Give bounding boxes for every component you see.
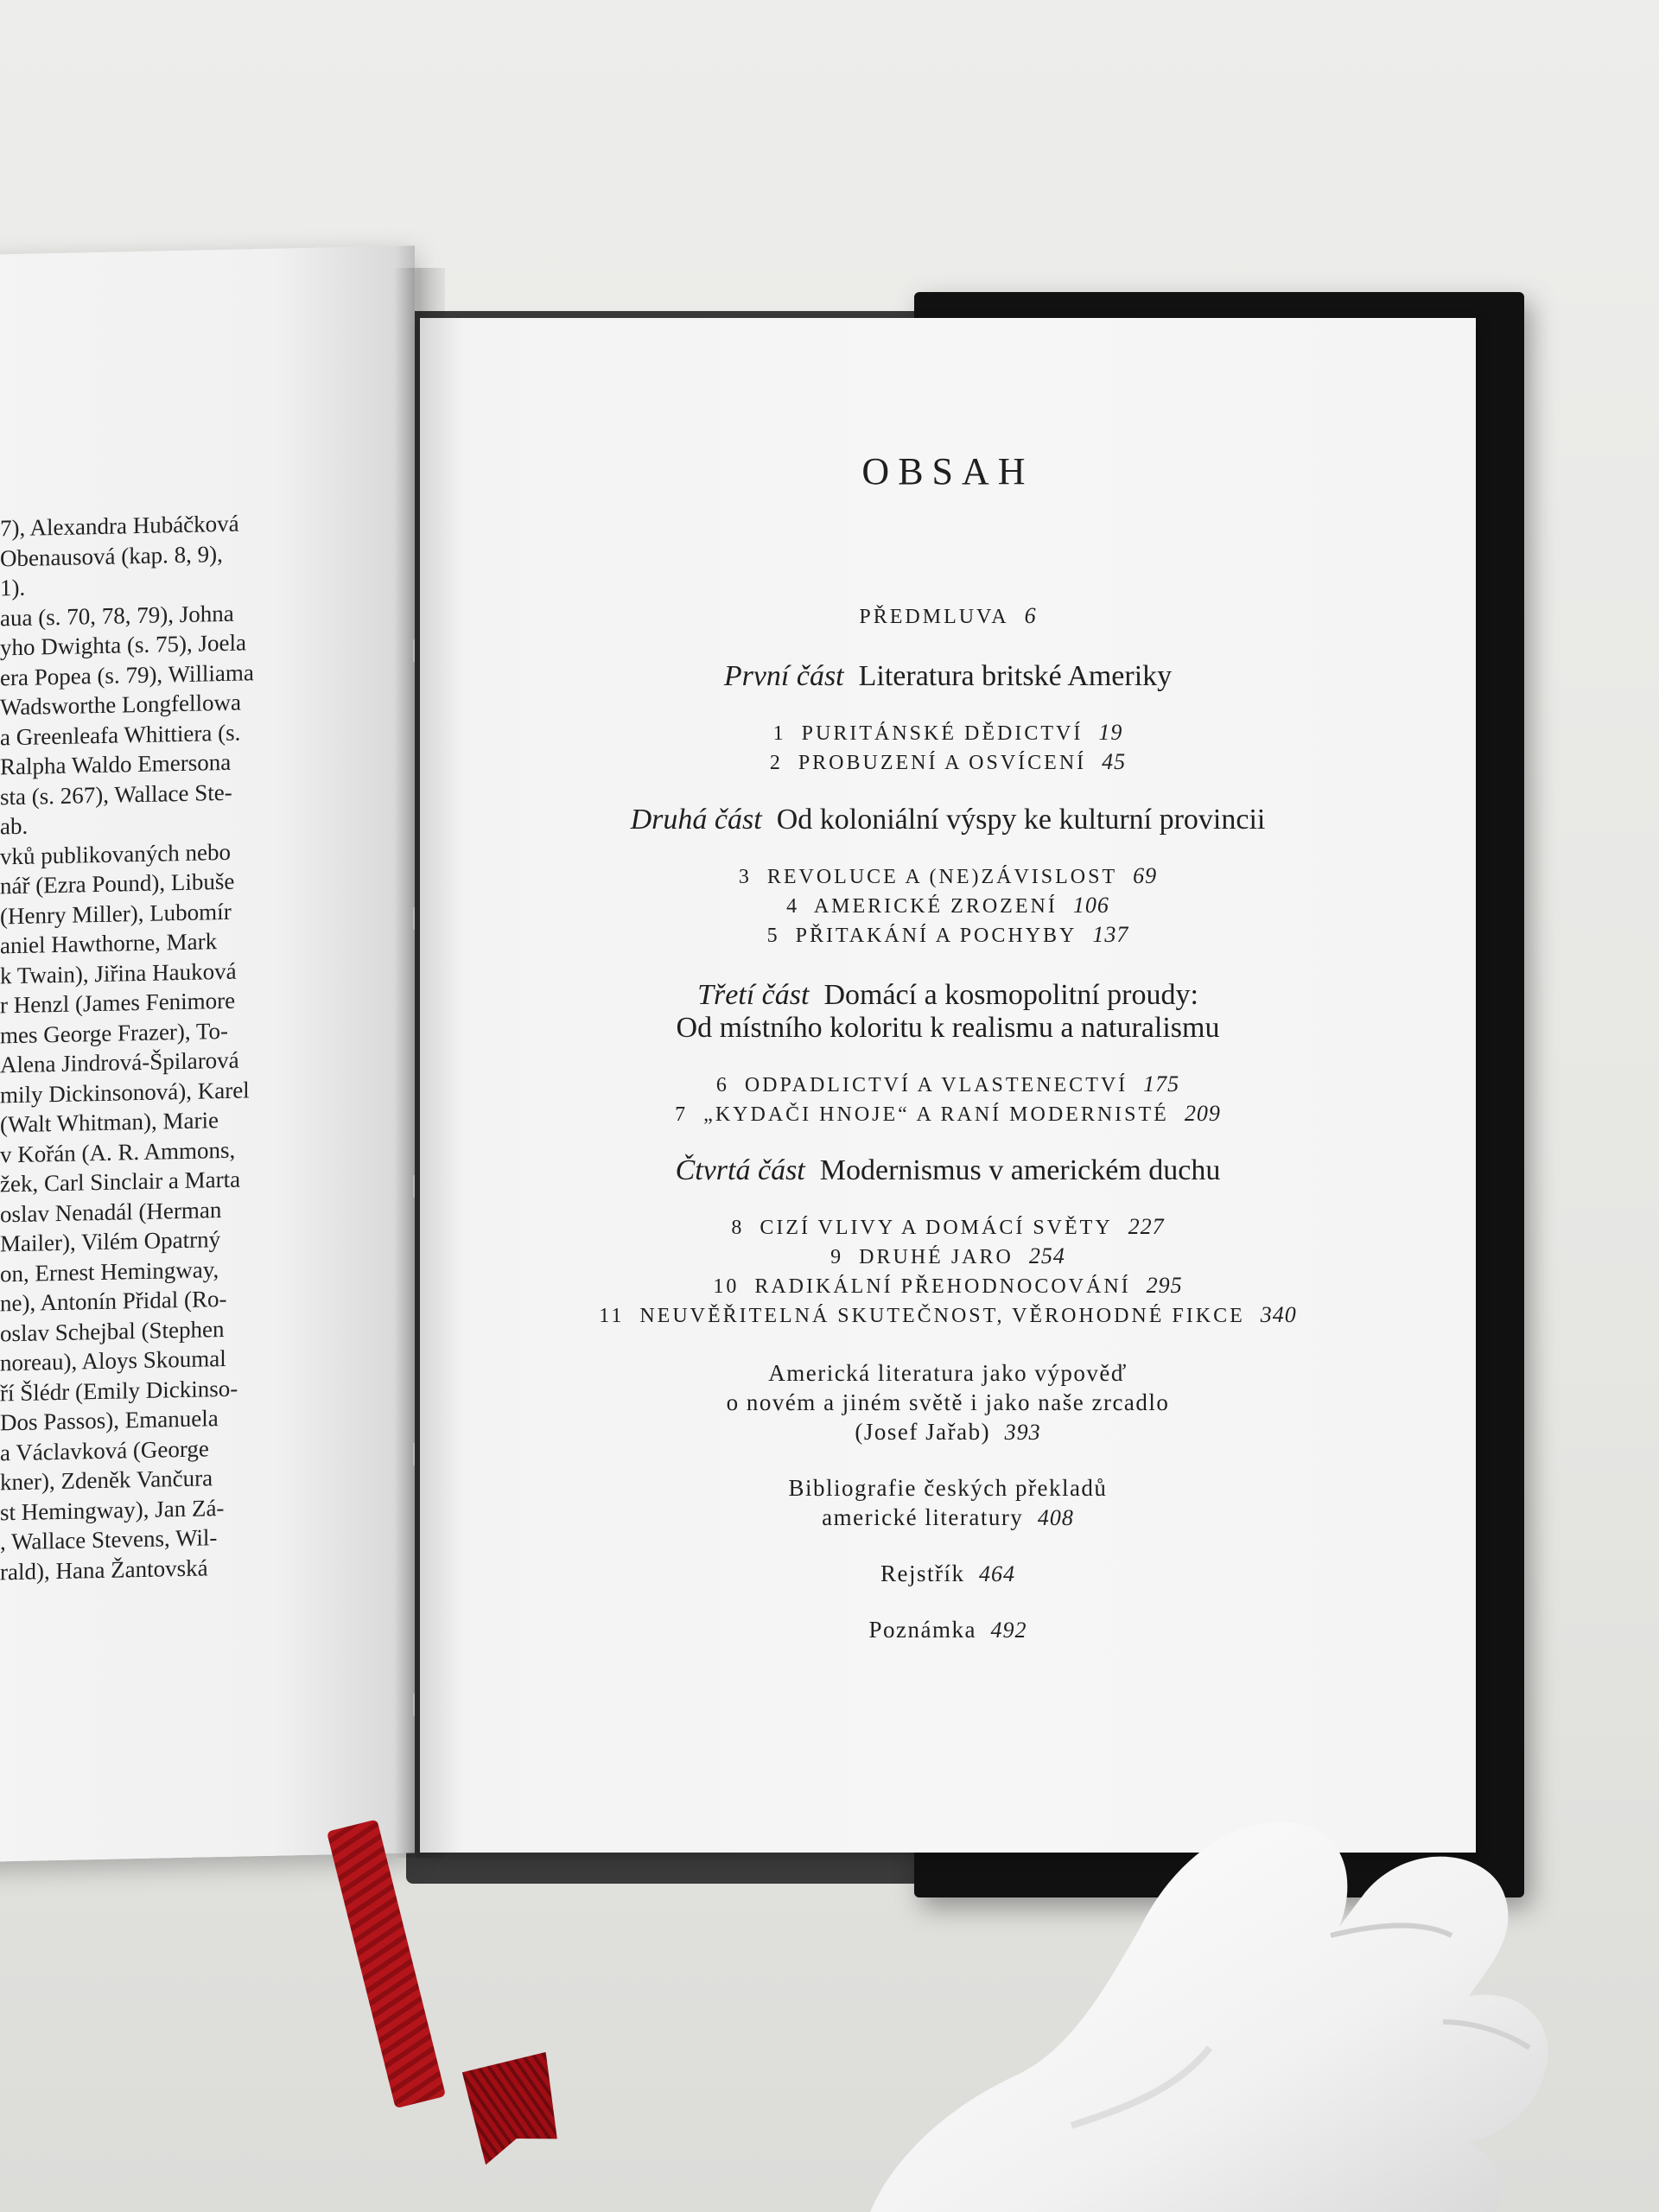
page-number: 209: [1184, 1101, 1221, 1126]
toc-foreword[interactable]: [420, 603, 1476, 629]
page-number: 408: [1037, 1505, 1074, 1530]
note-label: Poznámka: [868, 1617, 976, 1643]
chapter-title: RADIKÁLNÍ PŘEHODNOCOVÁNÍ: [754, 1275, 1131, 1298]
text-line: Dos Passos), Emanuela: [0, 1405, 219, 1436]
chapter-entry[interactable]: [420, 922, 1476, 948]
text-line: v Kořán (A. R. Ammons,: [0, 1136, 236, 1167]
chapter-number: 4: [786, 895, 800, 918]
index-entry[interactable]: [420, 1560, 1476, 1587]
essay-line[interactable]: Americká literatura jako výpověď: [768, 1360, 1128, 1386]
text-line: rald), Hana Žantovská: [0, 1554, 208, 1585]
left-page-text: [0, 505, 397, 1587]
chapter-number: 9: [830, 1246, 844, 1268]
part-heading[interactable]: [420, 660, 1476, 693]
binding-stitch: [413, 639, 415, 662]
page-number: 464: [979, 1561, 1015, 1586]
chapter-number: 10: [713, 1275, 740, 1298]
text-line: oslav Schejbal (Stephen: [0, 1315, 225, 1346]
chapter-entry[interactable]: [420, 1243, 1476, 1269]
index-label: Rejstřík: [880, 1560, 965, 1586]
part-title: Literatura britské Ameriky: [858, 660, 1173, 692]
chapter-title: „KYDAČI HNOJE“ A RANÍ MODERNISTÉ: [703, 1103, 1169, 1126]
page-number: 393: [1004, 1420, 1041, 1445]
text-line: noreau), Aloys Skoumal: [0, 1344, 226, 1376]
text-line: a Greenleafa Whittiera (s.: [0, 719, 241, 750]
page-number: 227: [1128, 1214, 1165, 1239]
page-number: 254: [1028, 1243, 1065, 1268]
text-line: mes George Frazer), To-: [0, 1017, 229, 1048]
chapter-number: 5: [766, 925, 780, 947]
chapter-number: 8: [731, 1217, 745, 1239]
page-number: 295: [1146, 1273, 1183, 1298]
part-title: Modernismus v americkém duchu: [819, 1154, 1221, 1186]
white-glove: [847, 1763, 1659, 2212]
page-number: 175: [1143, 1071, 1180, 1096]
chapter-title: REVOLUCE A (NE)ZÁVISLOST: [766, 866, 1118, 888]
page-number: 69: [1133, 863, 1158, 888]
text-line: vků publikovaných nebo: [0, 838, 231, 869]
text-line: oslav Nenadál (Herman: [0, 1196, 222, 1227]
binding-stitch: [413, 1694, 415, 1716]
binding-stitch: [413, 907, 415, 930]
chapter-title: PROBUZENÍ A OSVÍCENÍ: [798, 752, 1087, 774]
page-number: 45: [1102, 749, 1127, 774]
text-line: sta (s. 267), Wallace Ste-: [0, 779, 232, 810]
part-title: Domácí a kosmopolitní proudy:: [823, 979, 1198, 1011]
chapter-number: 3: [738, 866, 752, 888]
chapter-entry[interactable]: [420, 1101, 1476, 1127]
essay-author: (Josef Jařab): [855, 1419, 991, 1445]
part-heading[interactable]: [420, 1154, 1476, 1187]
chapter-entry[interactable]: [420, 720, 1476, 746]
text-line: (Henry Miller), Lubomír: [0, 898, 232, 929]
text-line: Ralpha Waldo Emersona: [0, 748, 232, 780]
part-heading[interactable]: [420, 804, 1476, 836]
part-label: První část: [723, 660, 844, 692]
chapter-entry[interactable]: [420, 749, 1476, 775]
chapter-entry[interactable]: [420, 1214, 1476, 1240]
text-line: , Wallace Stevens, Wil-: [0, 1524, 218, 1555]
left-page: [0, 245, 415, 1862]
text-line: a Václavková (George: [0, 1434, 209, 1465]
chapter-number: 1: [772, 722, 786, 745]
text-line: ne), Antonín Přidal (Ro-: [0, 1285, 227, 1317]
chapter-entry[interactable]: [420, 1273, 1476, 1299]
chapter-number: 6: [715, 1074, 729, 1096]
binding-stitch: [413, 1443, 415, 1465]
chapter-number: 7: [675, 1103, 689, 1126]
text-line: aua (s. 70, 78, 79), Johna: [0, 600, 234, 631]
text-line: Obenausová (kap. 8, 9),: [0, 540, 223, 571]
part-title: Od koloniální výspy ke kulturní provincii: [776, 804, 1266, 836]
text-line: ab.: [0, 812, 29, 840]
chapter-number: 11: [599, 1305, 625, 1327]
chapter-title: AMERICKÉ ZROZENÍ: [813, 895, 1058, 918]
text-line: ří Šlédr (Emily Dickinso-: [0, 1375, 238, 1406]
text-line: Wadsworthe Longfellowa: [0, 689, 241, 721]
chapter-entry[interactable]: [420, 1302, 1476, 1328]
chapter-title: CIZÍ VLIVY A DOMÁCÍ SVĚTY: [760, 1217, 1113, 1239]
text-line: (Walt Whitman), Marie: [0, 1107, 219, 1138]
chapter-number: 2: [769, 752, 783, 774]
part-label: Třetí část: [697, 979, 810, 1011]
text-line: yho Dwighta (s. 75), Joela: [0, 629, 246, 661]
chapter-title: ODPADLICTVÍ A VLASTENECTVÍ: [744, 1074, 1128, 1096]
essay-line[interactable]: o novém a jiném světě i jako naše zrcadlo: [726, 1389, 1170, 1415]
chapter-title: DRUHÉ JARO: [859, 1246, 1014, 1268]
toc-title: OBSAH: [861, 450, 1034, 493]
text-line: on, Ernest Hemingway,: [0, 1255, 219, 1287]
page-number: 106: [1072, 893, 1109, 918]
text-line: k Twain), Jiřina Hauková: [0, 957, 237, 988]
chapter-entry[interactable]: [420, 863, 1476, 889]
text-line: 1).: [0, 574, 26, 601]
text-line: žek, Carl Sinclair a Marta: [0, 1166, 241, 1198]
text-line: r Henzl (James Fenimore: [0, 987, 236, 1019]
part-heading[interactable]: [420, 979, 1476, 1012]
chapter-title: NEUVĚŘITELNÁ SKUTEČNOST, VĚROHODNÉ FIKCE: [639, 1305, 1245, 1327]
bibliography-title: americké literatury: [822, 1504, 1024, 1530]
text-line: mily Dickinsonová), Karel: [0, 1076, 250, 1108]
page-number: 492: [990, 1618, 1027, 1643]
bibliography-line[interactable]: Bibliografie českých překladů: [788, 1475, 1108, 1501]
chapter-title: PURITÁNSKÉ DĚDICTVÍ: [801, 722, 1084, 745]
right-page: [420, 318, 1476, 1853]
text-line: nář (Ezra Pound), Libuše: [0, 868, 235, 899]
text-line: era Popea (s. 79), Williama: [0, 658, 254, 690]
part-subtitle: Od místního koloritu k realismu a naturalismu: [676, 1012, 1220, 1044]
text-line: kner), Zdeněk Vančura: [0, 1465, 213, 1496]
page-number: 137: [1092, 922, 1129, 947]
text-line: Mailer), Vilém Opatrný: [0, 1226, 221, 1257]
text-line: Alena Jindrová-Špilarová: [0, 1046, 239, 1078]
chapter-entry[interactable]: [420, 1071, 1476, 1097]
chapter-entry[interactable]: [420, 893, 1476, 918]
binding-stitch: [413, 1175, 415, 1198]
page-number: 340: [1260, 1302, 1297, 1327]
text-line: st Hemingway), Jan Zá-: [0, 1494, 225, 1525]
part-label: Čtvrtá část: [675, 1154, 805, 1186]
text-line: aniel Hawthorne, Mark: [0, 928, 218, 959]
foreword-label: PŘEDMLUVA: [859, 606, 1009, 628]
note-entry[interactable]: [420, 1617, 1476, 1643]
page-number: 6: [1024, 603, 1037, 628]
chapter-title: PŘITAKÁNÍ A POCHYBY: [795, 925, 1077, 947]
text-line: 7), Alexandra Hubáčková: [0, 510, 239, 542]
part-label: Druhá část: [630, 804, 762, 836]
page-number: 19: [1098, 720, 1123, 745]
essay-entry[interactable]: [420, 1419, 1476, 1446]
bibliography-entry[interactable]: [420, 1504, 1476, 1531]
